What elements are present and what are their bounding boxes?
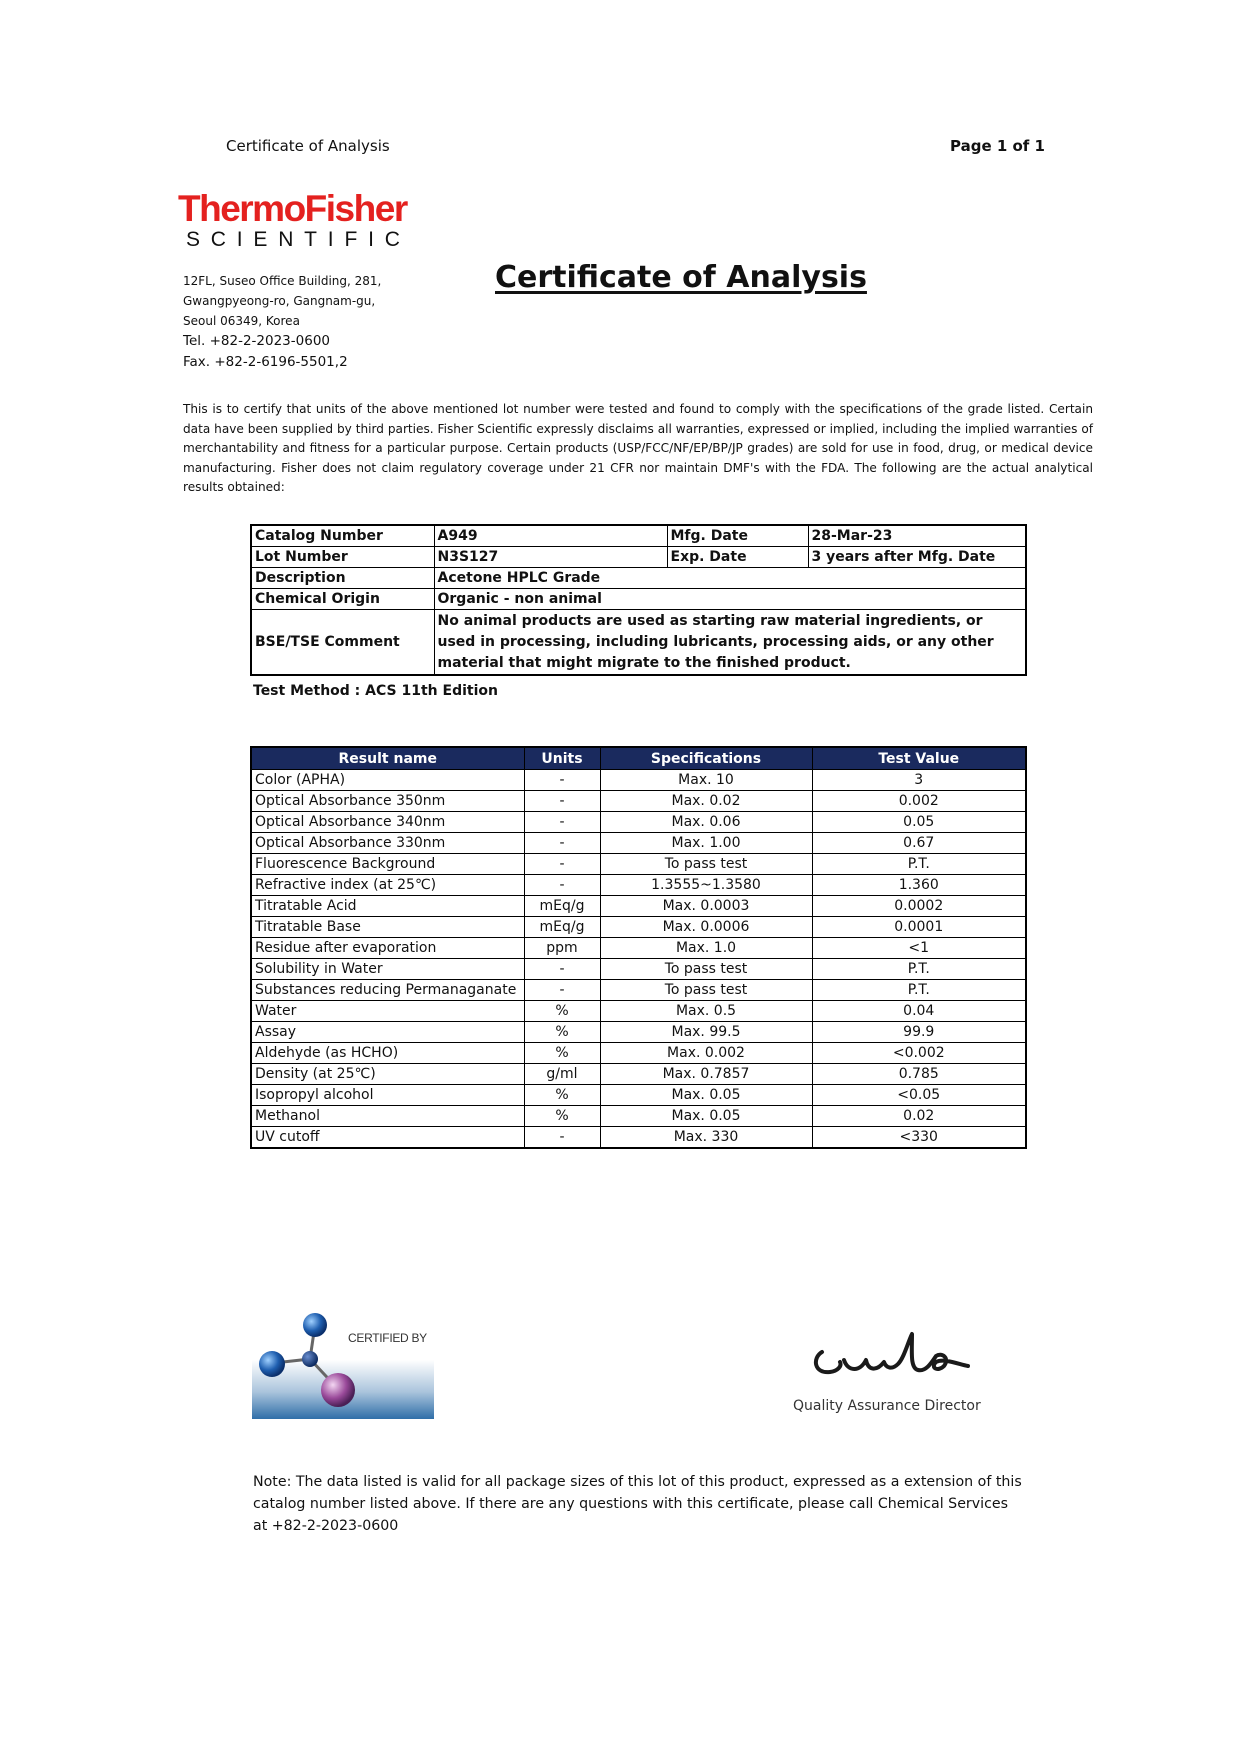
units-cell: -	[524, 959, 600, 980]
info-row-origin	[251, 589, 1026, 610]
info-row-description	[251, 568, 1026, 589]
result-name-cell: Solubility in Water	[251, 959, 524, 980]
units-cell: -	[524, 833, 600, 854]
test-value-cell: P.T.	[812, 854, 1026, 875]
test-value-cell: <1	[812, 938, 1026, 959]
table-row	[251, 896, 1026, 917]
result-name-cell: Optical Absorbance 340nm	[251, 812, 524, 833]
specification-cell: Max. 1.00	[600, 833, 812, 854]
test-value-cell: 0.02	[812, 1106, 1026, 1127]
units-cell: %	[524, 1043, 600, 1064]
specification-cell: Max. 0.7857	[600, 1064, 812, 1085]
result-name-cell: Titratable Acid	[251, 896, 524, 917]
certified-by-label: CERTIFIED BY	[348, 1331, 427, 1345]
info-value: Acetone HPLC Grade	[434, 568, 1026, 589]
thermofisher-logo	[178, 190, 438, 252]
info-row-bse	[251, 610, 1026, 676]
specification-cell: Max. 10	[600, 770, 812, 791]
units-cell: mEq/g	[524, 917, 600, 938]
result-name-cell: UV cutoff	[251, 1127, 524, 1149]
logo-wordmark: ThermoFisher	[178, 188, 407, 229]
units-cell: %	[524, 1085, 600, 1106]
info-value: No animal products are used as starting raw material ingredients, or used in processing, including lubricants, processing aids, or any other material that might migrate to the finished product.	[434, 610, 1026, 676]
table-row	[251, 1043, 1026, 1064]
product-info-table	[250, 524, 1027, 676]
units-cell: -	[524, 875, 600, 896]
molecule-icon	[252, 1311, 434, 1419]
column-header-test-value: Test Value	[812, 747, 1026, 770]
test-value-cell: 0.785	[812, 1064, 1026, 1085]
specification-cell: Max. 0.05	[600, 1085, 812, 1106]
units-cell: -	[524, 812, 600, 833]
specification-cell: Max. 0.02	[600, 791, 812, 812]
test-value-cell: 99.9	[812, 1022, 1026, 1043]
info-value: 3 years after Mfg. Date	[808, 547, 1026, 568]
units-cell: -	[524, 1127, 600, 1149]
table-row	[251, 875, 1026, 896]
units-cell: g/ml	[524, 1064, 600, 1085]
test-value-cell: <330	[812, 1127, 1026, 1149]
test-value-cell: 0.0001	[812, 917, 1026, 938]
specification-cell: Max. 0.002	[600, 1043, 812, 1064]
test-value-cell: P.T.	[812, 980, 1026, 1001]
table-row	[251, 770, 1026, 791]
test-value-cell: 0.05	[812, 812, 1026, 833]
result-name-cell: Water	[251, 1001, 524, 1022]
info-row-catalog	[251, 525, 1026, 547]
result-name-cell: Aldehyde (as HCHO)	[251, 1043, 524, 1064]
result-name-cell: Isopropyl alcohol	[251, 1085, 524, 1106]
table-row	[251, 791, 1026, 812]
footer-note: Note: The data listed is valid for all package sizes of this lot of this product, expressed as a extension of this catalog number listed above. If there are any questions with this certificate, please call Chemical Services at +82-2-2023-0600	[253, 1474, 1022, 1534]
page-number: Page 1 of 1	[950, 137, 1045, 155]
specification-cell: Max. 330	[600, 1127, 812, 1149]
result-name-cell: Fluorescence Background	[251, 854, 524, 875]
address-line-3: Seoul 06349, Korea	[183, 314, 300, 328]
info-value: 28-Mar-23	[808, 525, 1026, 547]
signatory-title: Quality Assurance Director	[793, 1398, 981, 1414]
table-row	[251, 1127, 1026, 1149]
address-line-1: 12FL, Suseo Office Building, 281,	[183, 274, 382, 288]
result-name-cell: Substances reducing Permanaganate	[251, 980, 524, 1001]
result-name-cell: Methanol	[251, 1106, 524, 1127]
signature-icon	[808, 1322, 978, 1382]
intro-paragraph: This is to certify that units of the above mentioned lot number were tested and found to comply with the specifications of the grade listed. Certain data have been supplied by third parties. Fisher Scientific expressly disclaims all warranties, expressed or implied, including the implied warranties of merchantability and fitness for a particular purpose. Certain products (USP/FCC/NF/EP/BP/JP grades) are sold for use in food, drug, or medical device manufacturing. Fisher does not claim regulatory coverage under 21 CFR nor maintain DMF's with the FDA. The following are the actual analytical results obtained:	[183, 402, 1093, 494]
result-name-cell: Optical Absorbance 350nm	[251, 791, 524, 812]
column-header-specifications: Specifications	[600, 747, 812, 770]
table-row	[251, 1106, 1026, 1127]
test-value-cell: <0.002	[812, 1043, 1026, 1064]
table-row	[251, 1022, 1026, 1043]
test-value-cell: 1.360	[812, 875, 1026, 896]
specification-cell: Max. 0.5	[600, 1001, 812, 1022]
units-cell: mEq/g	[524, 896, 600, 917]
address-tel: Tel. +82-2-2023-0600	[183, 333, 330, 349]
company-address	[183, 271, 381, 373]
test-value-cell: 0.0002	[812, 896, 1026, 917]
column-header-units: Units	[524, 747, 600, 770]
specification-cell: To pass test	[600, 980, 812, 1001]
table-row	[251, 1064, 1026, 1085]
table-row	[251, 833, 1026, 854]
test-method: Test Method : ACS 11th Edition	[253, 683, 498, 699]
info-row-lot	[251, 547, 1026, 568]
results-header-row	[251, 747, 1026, 770]
table-row	[251, 854, 1026, 875]
units-cell: %	[524, 1001, 600, 1022]
address-fax: Fax. +82-2-6196-5501,2	[183, 354, 348, 370]
test-value-cell: 0.67	[812, 833, 1026, 854]
certified-by-logo	[252, 1311, 434, 1419]
specification-cell: To pass test	[600, 959, 812, 980]
units-cell: %	[524, 1022, 600, 1043]
info-label: Exp. Date	[667, 547, 808, 568]
test-value-cell: <0.05	[812, 1085, 1026, 1106]
info-value: A949	[434, 525, 667, 547]
column-header-result-name: Result name	[251, 747, 524, 770]
specification-cell: Max. 0.05	[600, 1106, 812, 1127]
result-name-cell: Optical Absorbance 330nm	[251, 833, 524, 854]
table-row	[251, 1085, 1026, 1106]
logo-subtitle: SCIENTIFIC	[186, 228, 411, 251]
table-row	[251, 917, 1026, 938]
units-cell: ppm	[524, 938, 600, 959]
header-doc-label: Certificate of Analysis	[226, 137, 390, 155]
table-row	[251, 1001, 1026, 1022]
info-label: Chemical Origin	[251, 589, 434, 610]
info-value: Organic - non animal	[434, 589, 1026, 610]
table-row	[251, 980, 1026, 1001]
result-name-cell: Residue after evaporation	[251, 938, 524, 959]
specification-cell: Max. 99.5	[600, 1022, 812, 1043]
table-row	[251, 938, 1026, 959]
info-label: Lot Number	[251, 547, 434, 568]
result-name-cell: Assay	[251, 1022, 524, 1043]
units-cell: -	[524, 770, 600, 791]
table-row	[251, 812, 1026, 833]
units-cell: -	[524, 854, 600, 875]
units-cell: -	[524, 791, 600, 812]
specification-cell: Max. 0.0006	[600, 917, 812, 938]
test-value-cell: P.T.	[812, 959, 1026, 980]
units-cell: %	[524, 1106, 600, 1127]
address-line-2: Gwangpyeong-ro, Gangnam-gu,	[183, 294, 376, 308]
info-label: BSE/TSE Comment	[251, 610, 434, 676]
results-table	[250, 746, 1027, 1149]
info-label: Catalog Number	[251, 525, 434, 547]
specification-cell: Max. 0.0003	[600, 896, 812, 917]
units-cell: -	[524, 980, 600, 1001]
result-name-cell: Color (APHA)	[251, 770, 524, 791]
table-row	[251, 959, 1026, 980]
specification-cell: 1.3555~1.3580	[600, 875, 812, 896]
test-value-cell: 0.002	[812, 791, 1026, 812]
info-value: N3S127	[434, 547, 667, 568]
info-label: Mfg. Date	[667, 525, 808, 547]
result-name-cell: Refractive index (at 25℃)	[251, 875, 524, 896]
specification-cell: Max. 1.0	[600, 938, 812, 959]
result-name-cell: Titratable Base	[251, 917, 524, 938]
specification-cell: Max. 0.06	[600, 812, 812, 833]
result-name-cell: Density (at 25℃)	[251, 1064, 524, 1085]
page-title: Certificate of Analysis	[495, 260, 867, 295]
test-value-cell: 3	[812, 770, 1026, 791]
test-value-cell: 0.04	[812, 1001, 1026, 1022]
info-label: Description	[251, 568, 434, 589]
specification-cell: To pass test	[600, 854, 812, 875]
